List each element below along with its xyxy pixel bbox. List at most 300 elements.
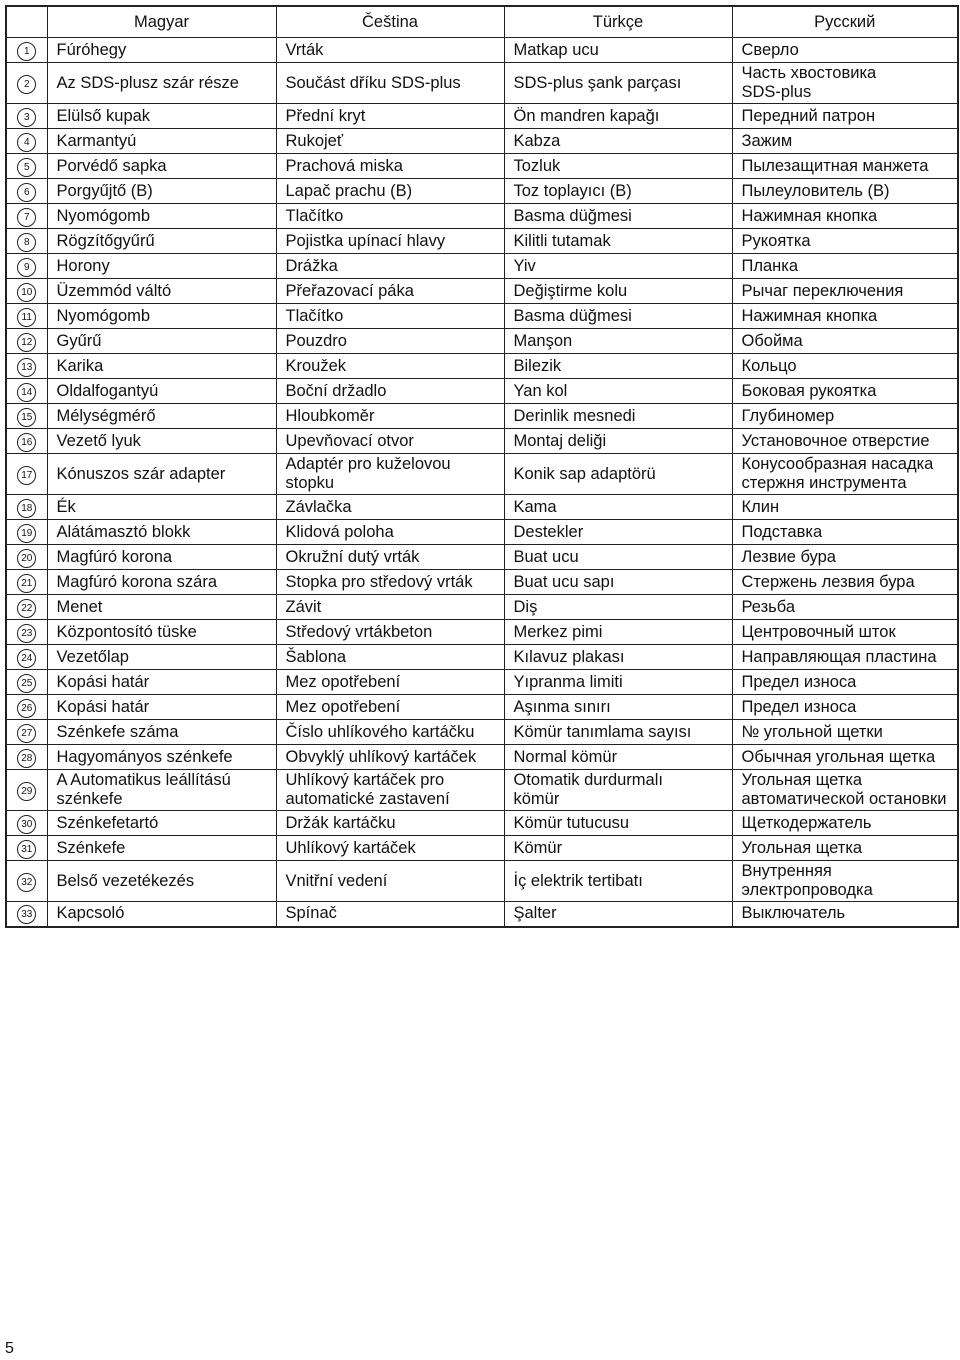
cell-text-line: Nyomógomb (56, 306, 151, 325)
table-row (6, 279, 958, 304)
cell-text-line: szénkefe (56, 790, 123, 808)
cell-text-line: Ék (56, 497, 76, 516)
cell-text-line: стержня инструмента (741, 474, 907, 492)
cell-turkce (504, 329, 732, 354)
cell-text-line: Belső vezetékezés (56, 871, 195, 890)
cell-cestina (276, 254, 504, 279)
cell-text-line: Kömür (513, 838, 563, 857)
table-row (6, 545, 958, 570)
cell-cestina (276, 38, 504, 63)
cell-text-line: Držák kartáčku (285, 813, 396, 832)
cell-text-line: Číslo uhlíkového kartáčku (285, 722, 475, 741)
cell-text-line: Karmantyú (56, 131, 137, 150)
item-number: 14 (17, 383, 36, 402)
cell-text-line: Конусообразная насадка (741, 455, 934, 473)
item-number: 17 (17, 466, 36, 485)
cell-russkiy (732, 254, 958, 279)
table-row (6, 670, 958, 695)
cell-cestina (276, 229, 504, 254)
item-number-cell (6, 279, 47, 304)
cell-text-line: Нажимная кнопка (741, 306, 878, 325)
cell-russkiy (732, 902, 958, 927)
cell-magyar (47, 745, 276, 770)
item-number-cell (6, 861, 47, 902)
cell-text-line: Сверло (741, 40, 799, 59)
cell-russkiy (732, 454, 958, 495)
cell-text-line: Лезвие бура (741, 547, 836, 566)
cell-turkce (504, 836, 732, 861)
cell-magyar (47, 304, 276, 329)
item-number: 30 (17, 815, 36, 834)
cell-russkiy (732, 545, 958, 570)
cell-text-line: Yiv (513, 256, 536, 275)
item-number-cell (6, 720, 47, 745)
cell-cestina (276, 204, 504, 229)
cell-turkce (504, 279, 732, 304)
cell-text-line: Otomatik durdurmalı (513, 771, 663, 789)
cell-text-line: Часть хвостовика (741, 64, 877, 82)
cell-magyar (47, 620, 276, 645)
cell-text-line: Destekler (513, 522, 584, 541)
cell-text-line: Планка (741, 256, 799, 275)
cell-text-line: stopku (285, 474, 335, 492)
parts-table (5, 5, 959, 928)
cell-text-line: Lapač prachu (B) (285, 181, 413, 200)
cell-magyar (47, 495, 276, 520)
item-number: 9 (17, 258, 36, 277)
cell-text-line: Tlačítko (285, 206, 344, 225)
header-cestina: Čeština (276, 6, 504, 38)
table-body (6, 38, 958, 927)
cell-text-line: Szénkefe száma (56, 722, 179, 741)
cell-text-line: Součást dříku SDS-plus (285, 73, 461, 92)
cell-text-line: Подставка (741, 522, 823, 541)
item-number-cell (6, 204, 47, 229)
item-number: 8 (17, 233, 36, 252)
cell-magyar (47, 520, 276, 545)
cell-cestina (276, 570, 504, 595)
item-number: 15 (17, 408, 36, 427)
cell-text-line: Предел износа (741, 697, 857, 716)
cell-magyar (47, 63, 276, 104)
cell-turkce (504, 38, 732, 63)
cell-text-line: Şalter (513, 904, 557, 923)
cell-text-line: Vezető lyuk (56, 431, 141, 450)
cell-text-line: Basma düğmesi (513, 306, 632, 325)
table-row (6, 454, 958, 495)
cell-text-line: Rögzítőgyűrű (56, 231, 155, 250)
item-number-cell (6, 179, 47, 204)
cell-russkiy (732, 595, 958, 620)
cell-text-line: Предел износа (741, 672, 857, 691)
cell-turkce (504, 154, 732, 179)
cell-magyar (47, 570, 276, 595)
cell-turkce (504, 104, 732, 129)
cell-text-line: Рукоятка (741, 231, 811, 250)
cell-text-line: Pouzdro (285, 331, 347, 350)
item-number-cell (6, 595, 47, 620)
cell-text-line: kömür (513, 790, 560, 808)
table-row (6, 204, 958, 229)
cell-text-line: Normal kömür (513, 747, 618, 766)
cell-russkiy (732, 229, 958, 254)
cell-text-line: Vezetőlap (56, 647, 129, 666)
table-row (6, 329, 958, 354)
item-number-cell (6, 104, 47, 129)
cell-turkce (504, 379, 732, 404)
cell-text-line: Obvyklý uhlíkový kartáček (285, 747, 477, 766)
cell-text-line: SDS-plus (741, 83, 812, 101)
item-number: 19 (17, 524, 36, 543)
cell-text-line: Menet (56, 597, 103, 616)
cell-text-line: Vrták (285, 40, 324, 59)
cell-text-line: Závit (285, 597, 322, 616)
table-row (6, 354, 958, 379)
cell-text-line: Üzemmód váltó (56, 281, 172, 300)
item-number: 13 (17, 358, 36, 377)
cell-text-line: Szénkefetartó (56, 813, 159, 832)
table-row (6, 104, 958, 129)
cell-text-line: Tozluk (513, 156, 561, 175)
cell-turkce (504, 229, 732, 254)
cell-cestina (276, 902, 504, 927)
cell-russkiy (732, 495, 958, 520)
cell-magyar (47, 811, 276, 836)
cell-russkiy (732, 745, 958, 770)
cell-turkce (504, 429, 732, 454)
cell-text-line: Кольцо (741, 356, 797, 375)
table-row (6, 63, 958, 104)
cell-text-line: Nyomógomb (56, 206, 151, 225)
table-row (6, 645, 958, 670)
table-row (6, 429, 958, 454)
cell-text-line: Установочное отверстие (741, 431, 930, 450)
cell-turkce (504, 861, 732, 902)
cell-turkce (504, 620, 732, 645)
table-row (6, 811, 958, 836)
cell-text-line: Hagyományos szénkefe (56, 747, 233, 766)
cell-turkce (504, 745, 732, 770)
cell-text-line: Yan kol (513, 381, 568, 400)
cell-text-line: Diş (513, 597, 538, 616)
cell-text-line: электропроводка (741, 881, 873, 899)
cell-magyar (47, 254, 276, 279)
header-turkce: Türkçe (504, 6, 732, 38)
cell-text-line: Щеткодержатель (741, 813, 872, 832)
table-row (6, 229, 958, 254)
item-number: 20 (17, 549, 36, 568)
cell-turkce (504, 595, 732, 620)
cell-cestina (276, 279, 504, 304)
cell-cestina (276, 379, 504, 404)
cell-magyar (47, 429, 276, 454)
cell-text-line: Kapcsoló (56, 904, 125, 923)
cell-magyar (47, 229, 276, 254)
item-number: 12 (17, 333, 36, 352)
cell-magyar (47, 861, 276, 902)
cell-russkiy (732, 279, 958, 304)
cell-text-line: Rukojeť (285, 131, 344, 150)
cell-turkce (504, 520, 732, 545)
cell-text-line: Uhlíkový kartáček pro (285, 771, 445, 789)
item-number: 22 (17, 599, 36, 618)
table-row (6, 379, 958, 404)
cell-russkiy (732, 720, 958, 745)
cell-text-line: Központosító tüske (56, 622, 197, 641)
cell-magyar (47, 38, 276, 63)
item-number-cell (6, 429, 47, 454)
cell-text-line: Szénkefe (56, 838, 126, 857)
cell-cestina (276, 545, 504, 570)
cell-text-line: Yıpranma limiti (513, 672, 623, 691)
cell-russkiy (732, 520, 958, 545)
cell-text-line: Šablona (285, 647, 347, 666)
item-number-cell (6, 354, 47, 379)
cell-text-line: Передний патрон (741, 106, 876, 125)
table-row (6, 520, 958, 545)
cell-text-line: Стержень лезвия бура (741, 572, 915, 591)
item-number-cell (6, 745, 47, 770)
cell-cestina (276, 104, 504, 129)
cell-russkiy (732, 204, 958, 229)
cell-text-line: Montaj deliği (513, 431, 607, 450)
cell-text-line: Buat ucu sapı (513, 572, 615, 591)
item-number: 16 (17, 433, 36, 452)
table-row (6, 154, 958, 179)
cell-magyar (47, 329, 276, 354)
cell-text-line: Глубиномер (741, 406, 835, 425)
cell-text-line: Alátámasztó blokk (56, 522, 191, 541)
item-number-cell (6, 304, 47, 329)
cell-text-line: Aşınma sınırı (513, 697, 611, 716)
cell-russkiy (732, 811, 958, 836)
cell-turkce (504, 770, 732, 811)
cell-text-line: Tlačítko (285, 306, 344, 325)
cell-text-line: Резьба (741, 597, 796, 616)
item-number-cell (6, 645, 47, 670)
cell-text-line: İç elektrik tertibatı (513, 871, 643, 890)
item-number-cell (6, 495, 47, 520)
item-number: 6 (17, 183, 36, 202)
cell-text-line: Обычная угольная щетка (741, 747, 936, 766)
cell-text-line: Направляющая пластина (741, 647, 937, 666)
item-number: 18 (17, 499, 36, 518)
cell-text-line: Toz toplayıcı (B) (513, 181, 632, 200)
cell-text-line: Gyűrű (56, 331, 102, 350)
cell-cestina (276, 454, 504, 495)
cell-text-line: Matkap ucu (513, 40, 599, 59)
cell-text-line: Пылезащитная манжета (741, 156, 929, 175)
item-number-cell (6, 129, 47, 154)
cell-cestina (276, 354, 504, 379)
item-number: 11 (17, 308, 36, 327)
cell-cestina (276, 329, 504, 354)
table-row (6, 495, 958, 520)
cell-cestina (276, 720, 504, 745)
item-number-cell (6, 545, 47, 570)
cell-russkiy (732, 329, 958, 354)
cell-russkiy (732, 836, 958, 861)
cell-text-line: Kılavuz plakası (513, 647, 625, 666)
cell-turkce (504, 254, 732, 279)
cell-russkiy (732, 570, 958, 595)
cell-russkiy (732, 645, 958, 670)
cell-text-line: Kilitli tutamak (513, 231, 611, 250)
cell-russkiy (732, 620, 958, 645)
cell-text-line: Обойма (741, 331, 803, 350)
cell-text-line: Konik sap adaptörü (513, 464, 656, 483)
cell-text-line: Adaptér pro kuželovou (285, 455, 451, 473)
item-number-cell (6, 770, 47, 811)
cell-text-line: Ön mandren kapağı (513, 106, 660, 125)
cell-text-line: Drážka (285, 256, 338, 275)
cell-text-line: Az SDS-plusz szár része (56, 73, 239, 92)
table-row (6, 620, 958, 645)
cell-text-line: SDS-plus şank parçası (513, 73, 682, 92)
table-row (6, 770, 958, 811)
cell-magyar (47, 204, 276, 229)
cell-text-line: Pojistka upínací hlavy (285, 231, 446, 250)
cell-russkiy (732, 670, 958, 695)
cell-turkce (504, 454, 732, 495)
cell-russkiy (732, 179, 958, 204)
cell-text-line: Kabza (513, 131, 561, 150)
cell-text-line: Upevňovací otvor (285, 431, 414, 450)
cell-russkiy (732, 429, 958, 454)
cell-text-line: Угольная щетка (741, 838, 863, 857)
cell-text-line: Клин (741, 497, 780, 516)
cell-magyar (47, 595, 276, 620)
table-row (6, 304, 958, 329)
cell-text-line: Kroužek (285, 356, 347, 375)
cell-text-line: Угольная щетка (741, 771, 863, 789)
cell-text-line: Kopási határ (56, 697, 150, 716)
cell-russkiy (732, 404, 958, 429)
table-row (6, 38, 958, 63)
cell-cestina (276, 129, 504, 154)
item-number-cell (6, 620, 47, 645)
cell-text-line: Kopási határ (56, 672, 150, 691)
cell-text-line: Mélységmérő (56, 406, 156, 425)
item-number: 4 (17, 133, 36, 152)
cell-russkiy (732, 354, 958, 379)
cell-text-line: Buat ucu (513, 547, 579, 566)
cell-magyar (47, 645, 276, 670)
item-number: 24 (17, 649, 36, 668)
item-number: 32 (17, 873, 36, 892)
cell-text-line: Нажимная кнопка (741, 206, 878, 225)
header-number-cell (6, 6, 47, 38)
cell-cestina (276, 63, 504, 104)
cell-text-line: Stopka pro středový vrták (285, 572, 473, 591)
table-row (6, 129, 958, 154)
item-number-cell (6, 229, 47, 254)
cell-text-line: Центровочный шток (741, 622, 896, 641)
cell-cestina (276, 179, 504, 204)
cell-text-line: Kama (513, 497, 557, 516)
cell-text-line: Derinlik mesnedi (513, 406, 636, 425)
table-row (6, 745, 958, 770)
cell-cestina (276, 861, 504, 902)
cell-russkiy (732, 154, 958, 179)
item-number: 27 (17, 724, 36, 743)
cell-russkiy (732, 129, 958, 154)
cell-turkce (504, 720, 732, 745)
cell-turkce (504, 63, 732, 104)
item-number-cell (6, 404, 47, 429)
cell-cestina (276, 836, 504, 861)
cell-turkce (504, 354, 732, 379)
cell-cestina (276, 811, 504, 836)
item-number: 3 (17, 108, 36, 127)
cell-text-line: Manşon (513, 331, 573, 350)
cell-magyar (47, 154, 276, 179)
cell-text-line: Středový vrtákbeton (285, 622, 433, 641)
item-number: 10 (17, 283, 36, 302)
cell-cestina (276, 620, 504, 645)
item-number: 21 (17, 574, 36, 593)
cell-turkce (504, 495, 732, 520)
cell-text-line: Porvédő sapka (56, 156, 167, 175)
page-number: 5 (5, 1340, 14, 1357)
cell-text-line: Elülső kupak (56, 106, 151, 125)
item-number-cell (6, 836, 47, 861)
item-number-cell (6, 254, 47, 279)
item-number-cell (6, 379, 47, 404)
cell-text-line: Рычаг переключения (741, 281, 904, 300)
cell-text-line: Merkez pimi (513, 622, 603, 641)
item-number-cell (6, 454, 47, 495)
table-row (6, 404, 958, 429)
cell-text-line: Závlačka (285, 497, 352, 516)
cell-text-line: Oldalfogantyú (56, 381, 159, 400)
cell-russkiy (732, 38, 958, 63)
table-row (6, 254, 958, 279)
item-number-cell (6, 670, 47, 695)
cell-text-line: Basma düğmesi (513, 206, 632, 225)
cell-cestina (276, 770, 504, 811)
item-number: 23 (17, 624, 36, 643)
item-number-cell (6, 329, 47, 354)
cell-magyar (47, 670, 276, 695)
cell-turkce (504, 695, 732, 720)
cell-text-line: Kömür tutucusu (513, 813, 630, 832)
cell-cestina (276, 495, 504, 520)
table-row (6, 695, 958, 720)
cell-magyar (47, 379, 276, 404)
header-russkiy: Русский (732, 6, 958, 38)
cell-text-line: Přední kryt (285, 106, 366, 125)
cell-russkiy (732, 861, 958, 902)
item-number-cell (6, 811, 47, 836)
cell-text-line: Přeřazovací páka (285, 281, 414, 300)
cell-turkce (504, 204, 732, 229)
header-row (6, 6, 958, 38)
item-number: 28 (17, 749, 36, 768)
cell-russkiy (732, 304, 958, 329)
cell-text-line: Mez opotřebení (285, 697, 401, 716)
cell-magyar (47, 720, 276, 745)
cell-magyar (47, 404, 276, 429)
cell-turkce (504, 304, 732, 329)
item-number: 29 (17, 782, 36, 801)
cell-russkiy (732, 63, 958, 104)
cell-magyar (47, 770, 276, 811)
item-number: 31 (17, 840, 36, 859)
item-number: 26 (17, 699, 36, 718)
cell-magyar (47, 104, 276, 129)
cell-magyar (47, 545, 276, 570)
